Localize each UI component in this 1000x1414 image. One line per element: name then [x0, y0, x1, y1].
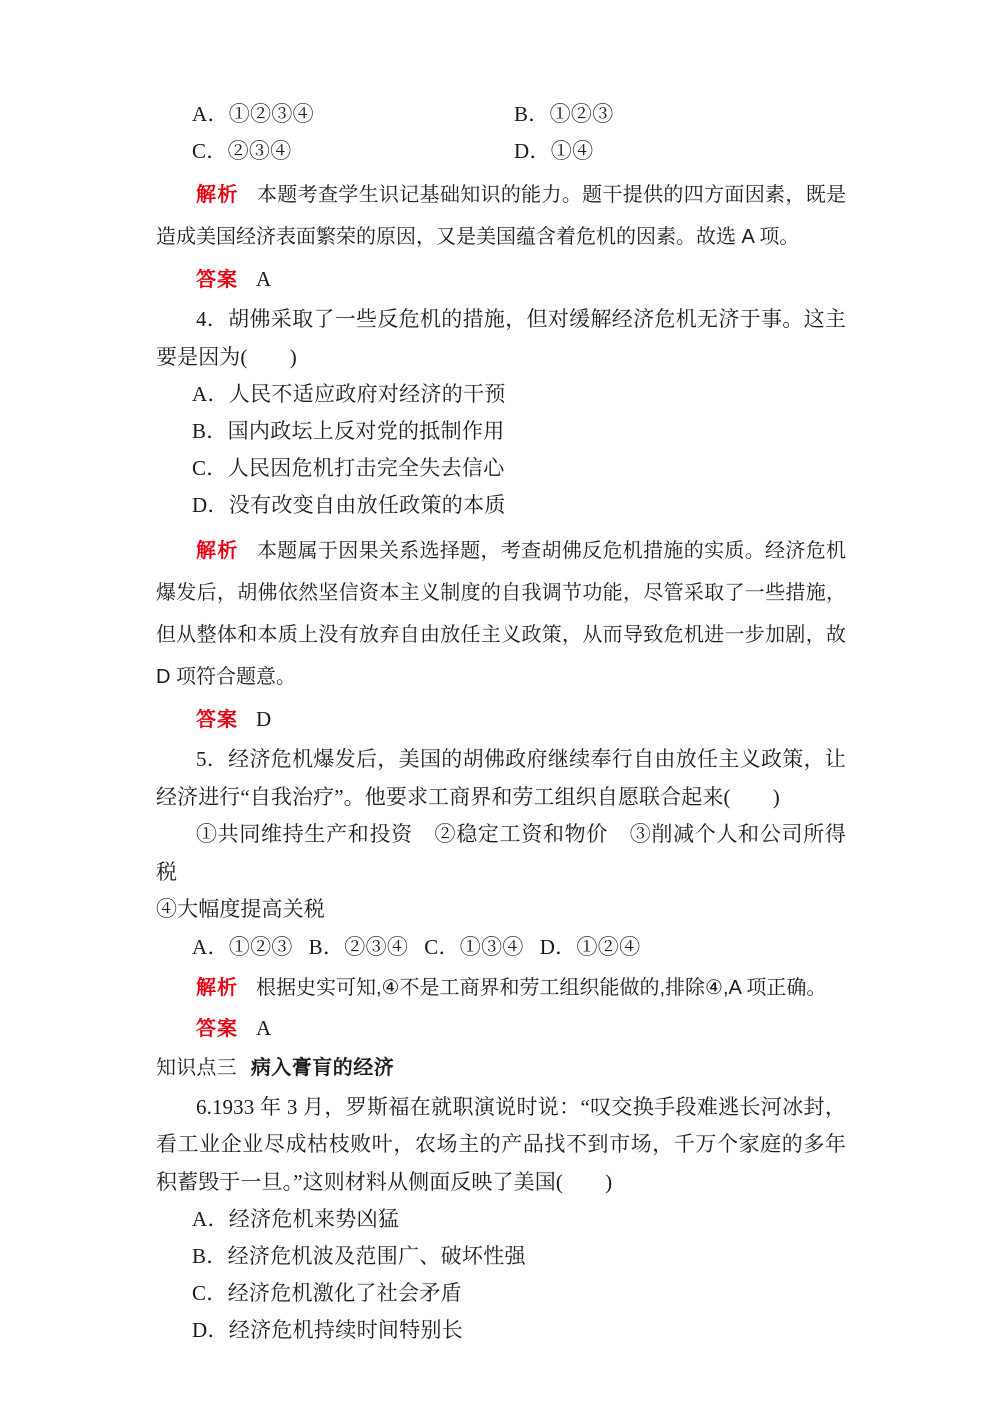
question5-items-line2: ④大幅度提高关税: [156, 897, 325, 921]
question5-stem: 5．经济危机爆发后，美国的胡佛政府继续奉行自由放任主义政策，让经济进行“自我治疗”。他要求工商界和劳工组织自愿联合起来( ): [156, 747, 846, 809]
question3-option-b[interactable]: B．①②③: [514, 102, 614, 126]
question3-options-row1: [156, 96, 846, 133]
question4-stem: 4．胡佛采取了一些反危机的措施，但对缓解经济危机无济于事。这主要是因为( ): [156, 307, 846, 369]
analysis-label: 解析: [196, 540, 239, 562]
question6-stem: 6.1933 年 3 月，罗斯福在就职演说时说：“叹交换手段难逃长河冰封，看工业企业尽成枯枝败叶，农场主的产品找不到市场，千万个家庭的多年积蓄毁于一旦。”这则材料从侧面反映了美国( ): [156, 1094, 846, 1194]
question3-options-row2: [156, 133, 846, 170]
question4-option-c[interactable]: C．人民因危机打击完全失去信心: [192, 456, 505, 480]
knowledge-point-heading: [156, 1049, 846, 1087]
analysis-label: 解析: [196, 976, 238, 999]
question4-analysis-text: 本题属于因果关系选择题，考查胡佛反危机措施的实质。经济危机爆发后，胡佛依然坚信资本主义制度的自我调节功能，尽管采取了一些措施，但从整体和本质上没有放弃自由放任主义政策，从而导致危机进一步加剧，故 D 项符合题意。: [156, 540, 847, 688]
question3-option-c[interactable]: C．②③④: [192, 139, 292, 163]
question4-option-a[interactable]: A．人民不适应政府对经济的干预: [192, 382, 506, 406]
page-content: [156, 96, 846, 1349]
question5-option-a[interactable]: A．①②③: [192, 934, 293, 959]
question4-option-b[interactable]: B．国内政坛上反对党的抵制作用: [192, 419, 505, 443]
question4-analysis: [156, 530, 846, 698]
question6-option-c[interactable]: C．经济危机激化了社会矛盾: [192, 1281, 462, 1305]
question5-analysis: [156, 968, 846, 1008]
question5-option-b[interactable]: B．②③④: [308, 934, 409, 959]
knowledge-point-title: 病入膏肓的经济: [250, 1056, 395, 1079]
question4-answer: [156, 698, 846, 741]
question3-option-a[interactable]: A．①②③④: [192, 102, 314, 126]
question4-option-d[interactable]: D．没有改变自由放任政策的本质: [192, 493, 506, 517]
question6-option-b[interactable]: B．经济危机波及范围广、破坏性强: [192, 1244, 526, 1268]
question3-answer: [156, 258, 846, 301]
question3-answer-value: A: [256, 267, 272, 291]
question5-analysis-text: 根据史实可知,④不是工商界和劳工组织能做的,排除④,A 项正确。: [256, 976, 827, 999]
question6-option-a[interactable]: A．经济危机来势凶猛: [192, 1207, 400, 1231]
question4-answer-value: D: [256, 707, 272, 731]
question3-analysis-text: 本题考查学生识记基础知识的能力。题干提供的四方面因素，既是造成美国经济表面繁荣的原因，又是美国蕴含着危机的因素。故选 A 项。: [156, 184, 847, 248]
answer-label: 答案: [196, 269, 238, 291]
question5-items-line1: ①共同维持生产和投资 ②稳定工资和物价 ③削减个人和公司所得税: [156, 822, 846, 884]
question5-options-inline: [156, 929, 846, 966]
question6-option-d[interactable]: D．经济危机持续时间特别长: [192, 1318, 464, 1342]
answer-label: 答案: [196, 1017, 238, 1040]
question3-option-d[interactable]: D．①④: [514, 139, 594, 163]
question5-answer-value: A: [256, 1015, 272, 1040]
question3-analysis: [156, 174, 846, 258]
answer-label: 答案: [196, 709, 238, 731]
question5-option-c[interactable]: C．①③④: [424, 934, 524, 959]
analysis-label: 解析: [196, 184, 239, 206]
question5-option-d[interactable]: D．①②④: [539, 934, 641, 959]
knowledge-point-number: 知识点三: [156, 1056, 237, 1079]
question5-answer: [156, 1008, 846, 1049]
